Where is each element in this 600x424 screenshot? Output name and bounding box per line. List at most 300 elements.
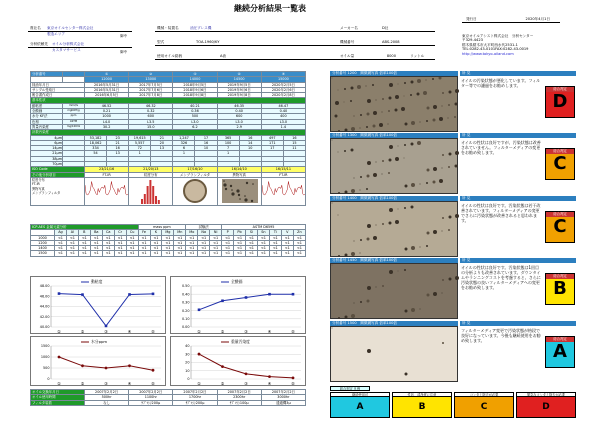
particle-dot [404, 207, 406, 209]
section-header: 計数汚染度 [31, 130, 306, 135]
customer-label: 貴社名 [30, 26, 41, 30]
particle-dot [367, 286, 371, 290]
metals-row: 1200 <1 <1 <1 <1 <1 <1 <1 <1 <1 <1 <1 <1 <1 <1 <1 <1 <1 <1 <1 <1 <1 [31, 240, 306, 245]
particle-dot [449, 278, 452, 281]
particle-dot [411, 205, 414, 208]
particle-dot [376, 100, 377, 101]
legend-grade: B [393, 397, 451, 417]
data-point [58, 356, 61, 359]
oil-change-row: オイル使用時間 500hr 1100hr 1700hr 2300hr 3000hr [31, 395, 306, 400]
panel-note-header: 所 見 [460, 258, 576, 263]
x-tick-label: ④ [267, 329, 272, 334]
particle-dot [449, 153, 452, 156]
oil-change-table [30, 389, 306, 406]
particle-dot [442, 154, 444, 156]
particle-dot [382, 285, 384, 287]
data-point [198, 353, 201, 356]
panel-header: 分析番号 1400 顕微鏡写真 倍率100倍 [330, 196, 458, 201]
particle-dot [338, 130, 340, 132]
particle-dot [382, 174, 383, 175]
y-tick-label: 0.30 [181, 300, 190, 305]
particle-dot [389, 97, 392, 100]
particle-dot [354, 240, 355, 241]
data-point [221, 299, 224, 302]
metals-row: 1500 <1 <1 <1 <1 <1 <1 <1 <1 <1 <1 <1 <1 <1 <1 <1 <1 <1 <1 <1 <1 <1 [31, 251, 306, 256]
grade-value: B [546, 279, 574, 304]
customer-name: 東京オイルセンター株式会社 [47, 26, 94, 30]
date-row: 報告書作成日 2016年6月5日 2017年7月8日 2018年9月8日 2019年9月8日 2020年2月8日 [31, 93, 306, 98]
particle-dot [442, 293, 443, 294]
particle-dot [350, 100, 352, 102]
property-row: 水分 KF法 ppm 1000 600 500 600 400 [31, 114, 306, 119]
particle-dot [398, 146, 399, 147]
x-tick-label: ⑤ [151, 329, 155, 334]
ftir-spectrum-thumb [85, 178, 129, 204]
particle-dot [405, 247, 408, 250]
grade-value: C [546, 154, 574, 179]
issue-date-label: 発行日 [466, 17, 477, 21]
panel-observation: オイルの性状は良好ですが、汚染状態は改善されていません。フィルターメディアの変更をお勧め致します。 [461, 140, 541, 156]
particle-row: 38μm [31, 156, 306, 161]
particle-dot [449, 215, 452, 218]
particle-dot [442, 168, 443, 169]
machine-label: 機械・装置名 [157, 26, 179, 30]
customer-honorific: 御中 [120, 34, 128, 38]
grade-label: 総合判定 [546, 87, 574, 92]
particle-dot [367, 300, 370, 303]
data-point [128, 293, 131, 296]
particle-dot [411, 308, 415, 312]
oil-value: A油 [220, 54, 227, 58]
particle-dot [427, 107, 430, 110]
particle-dot [367, 113, 370, 116]
x-tick-label: ③ [104, 329, 108, 334]
data-point [268, 375, 271, 378]
particle-dot [404, 82, 406, 84]
particle-dot [338, 90, 339, 91]
particle-dot [405, 372, 408, 375]
x-tick-label: ⑤ [151, 381, 155, 386]
machine-name: 油圧プレス機 [190, 26, 212, 30]
particle-dot [395, 109, 398, 112]
particle-dot [455, 103, 458, 106]
particle-dot [351, 189, 355, 193]
particle-dot [338, 192, 340, 194]
particle-dot [332, 78, 333, 79]
particle-dot [404, 144, 406, 146]
panel-header: 分析番号 1500 顕微鏡写真 倍率100倍 [330, 321, 458, 326]
particle-dot [455, 151, 459, 155]
microscope-photo [330, 76, 458, 132]
x-tick-label: ⑤ [291, 381, 295, 386]
particle-dot [366, 86, 367, 87]
analysis-col-header: ⑤ [261, 72, 305, 77]
particle-row: 6μm 18,062 21 5,557 20 326 16 100 14 171 15 [31, 140, 306, 145]
legend-item-text: 継続使用可 [331, 393, 389, 397]
particle-dot [360, 239, 362, 241]
particle-dot [398, 84, 399, 85]
particle-dot [455, 276, 459, 280]
particle-dot [338, 152, 339, 153]
overall-grade-badge [545, 336, 575, 368]
panel-header: 分析番号 1450 顕微鏡写真 倍率100倍 [330, 258, 458, 263]
particle-dot [351, 87, 354, 90]
y-tick-label: 1000 [40, 355, 50, 360]
particle-distribution-thumb [129, 178, 173, 204]
x-tick-label: ② [80, 381, 85, 386]
particle-dot [344, 88, 346, 90]
company-tel: TEL:0282-43-0101FAX:0282-43-0019 [462, 47, 529, 52]
y-tick-label: 30 [185, 352, 190, 357]
particle-dot [427, 169, 430, 172]
grade-value: A [546, 342, 574, 367]
property-row: 全酸価 mgKOH/g 0.21 0.32 0.36 0.40 0.40 [31, 109, 306, 114]
particle-dot [338, 317, 340, 319]
particle-dot [389, 159, 392, 162]
x-tick-label: ④ [127, 329, 132, 334]
metals-title: ICP-AES 金属元素分析 [31, 225, 139, 230]
particle-dot [433, 105, 437, 109]
x-tick-label: ⑤ [291, 329, 295, 334]
data-point [245, 372, 248, 375]
analysis-id: 13000 [129, 77, 173, 82]
y-tick-label: 44.00 [39, 304, 50, 309]
data-point [152, 369, 155, 372]
particle-row: 21μm 54 13 1 1 1 [31, 151, 306, 156]
particle-dot [427, 231, 430, 234]
analysis-col-header: ④ [217, 72, 261, 77]
legend-item-text: 性状、清浄度に注意 [393, 393, 451, 397]
particle-dot [360, 128, 361, 129]
chart-viscosity [30, 276, 166, 334]
particle-dot [366, 126, 368, 128]
company-block [462, 34, 572, 56]
y-tick-label: 40 [185, 344, 190, 349]
particle-dot [395, 157, 399, 161]
data-point [105, 325, 108, 328]
company-url: http://www.tokyo-oiland.com [462, 51, 514, 56]
grade-label: 総合判定 [546, 149, 574, 154]
analysis-panel [330, 196, 576, 258]
analysis-panel [330, 321, 576, 383]
particle-dot [426, 80, 427, 81]
data-point [105, 367, 108, 370]
x-tick-label: ① [197, 381, 201, 386]
x-tick-label: ④ [267, 381, 272, 386]
particle-dot [433, 292, 437, 296]
foreign-particle-photo-thumb [218, 178, 262, 204]
qty-label: オイル量 [340, 54, 355, 58]
particle-dot [455, 89, 459, 93]
particle-dot [389, 208, 393, 212]
particle-dot [398, 208, 399, 209]
panel-header: 分析番号 1200 顕微鏡写真 倍率100倍 [330, 71, 458, 76]
company-name: 東京オイルアシスト株式会社 分析センター [462, 34, 534, 38]
particle-dot [448, 229, 450, 231]
particle-dot [411, 183, 415, 187]
particle-dot [433, 119, 436, 122]
legend-grade: C [455, 397, 513, 417]
particle-dot [351, 127, 355, 131]
ftir-spectrum-thumb [262, 178, 306, 204]
serial-value: ABS-2008 [382, 40, 400, 44]
particle-dot [417, 79, 421, 83]
particle-dot [367, 237, 370, 240]
particle-dot [367, 161, 371, 165]
data-point [292, 376, 295, 379]
other-visual-row: 粒度分布 FT-IR 異物写真 メンブランフィルタ [31, 177, 306, 205]
particle-dot [439, 117, 443, 121]
particle-dot [433, 167, 437, 171]
legend-item [516, 392, 576, 418]
particle-dot [379, 123, 383, 127]
particle-dot [417, 141, 421, 145]
grade-value: C [546, 217, 574, 242]
iso-row: ISO Code 23/21/16 21/20/13 17/16/10 16/14/10 16/15/11 [31, 167, 306, 172]
analysis-id: 14000 [173, 77, 217, 82]
panel-note-header: 所 見 [460, 196, 576, 201]
y-tick-label: 20 [185, 360, 190, 365]
particle-dot [432, 78, 434, 80]
particle-dot [404, 96, 405, 97]
other-row: その他分析項目 FT-IR 粒度分布 メンブランフィルタ 異物写真 FT-IR [31, 172, 306, 177]
x-tick-label: ② [220, 381, 225, 386]
legend-label: 水分ppm [91, 339, 108, 345]
y-tick-label: 10 [185, 368, 190, 373]
particle-dot [335, 101, 339, 105]
oil-change-row: オイル交換年月日 2007年2月2日 2007年2月2日 2007年2月2日 2007年2月2日 2007年2月2日 [31, 390, 306, 395]
analysis-panels [330, 71, 576, 383]
analysis-id: 12000 [85, 77, 129, 82]
particle-dot [354, 303, 355, 304]
particle-dot [360, 114, 362, 116]
particle-dot [382, 98, 384, 100]
x-tick-label: ③ [104, 381, 108, 386]
particle-dot [401, 107, 405, 111]
oil-label: 使用オイル銘柄 [157, 54, 182, 58]
particle-dot [442, 106, 443, 107]
y-tick-label: 42.00 [39, 314, 50, 319]
panel-header: 分析番号 1300 顕微鏡写真 倍率100倍 [330, 133, 458, 138]
panel-note-header: 所 見 [460, 321, 576, 326]
analysis-panel [330, 71, 576, 133]
particle-dot [395, 95, 399, 99]
particle-row: 14μm 334 16 72 13 6 10 7 10 17 11 [31, 146, 306, 151]
particle-dot [376, 162, 377, 163]
y-tick-label: 0.10 [181, 317, 190, 321]
membrane-filter-thumb [173, 178, 217, 204]
legend-title: 総合判定 凡例 [330, 386, 370, 391]
particle-dot [439, 77, 442, 80]
particle-dot [420, 184, 421, 185]
particle-dot [351, 252, 355, 256]
y-tick-label: 48.00 [39, 284, 50, 289]
particle-dot [366, 188, 368, 190]
microscope-photo [330, 326, 458, 382]
particle-dot [439, 179, 443, 183]
particle-dot [405, 123, 408, 126]
particle-dot [427, 294, 430, 297]
particle-dot [442, 230, 443, 231]
legend-grade: A [331, 397, 389, 417]
x-tick-label: ③ [244, 381, 248, 386]
microscope-photo [330, 263, 458, 319]
particle-dot [360, 190, 361, 191]
particle-dot [426, 182, 428, 184]
agent-honorific: 御中 [120, 50, 128, 54]
particle-dot [433, 181, 436, 184]
particle-dot [388, 124, 389, 125]
legend-label: 重量汚染度 [231, 339, 250, 345]
chart-acid-number [170, 276, 306, 334]
customer-dept: 製造エリア [47, 32, 65, 36]
chart-weight-contamination [170, 336, 306, 386]
panel-observation: フィルターメディア変更で汚染状態が格段で良好になっています。今後も継続使用をお勧め致します。 [461, 327, 541, 343]
particle-dot [420, 309, 421, 310]
serial-label: 機械番号 [340, 40, 355, 44]
particle-dot [410, 94, 412, 96]
particle-dot [389, 270, 393, 274]
particle-dot [345, 316, 348, 319]
x-tick-label: ① [57, 329, 61, 334]
legend-grade: D [517, 397, 575, 417]
particle-dot [388, 110, 390, 112]
legend-label: 全酸価 [231, 279, 243, 285]
section-header: 基本性状 [31, 98, 306, 103]
data-point [128, 364, 131, 367]
grade-label: 総合判定 [546, 337, 574, 342]
analysis-col-header-row: 分析番号 ① ② ③ ④ ⑤ [31, 72, 306, 77]
y-tick-label: 40.00 [39, 325, 50, 330]
y-tick-label: 0.50 [181, 284, 190, 289]
particle-dot [389, 83, 393, 87]
legend-item-text: 緊急なコンタミ除去が必要 [517, 393, 575, 397]
particle-dot [344, 150, 346, 152]
x-tick-label: ① [57, 381, 61, 386]
x-tick-label: ① [197, 329, 201, 334]
particle-dot [367, 349, 371, 353]
qty-unit: リットル [410, 54, 425, 58]
grade-value: D [546, 92, 574, 117]
panel-observation: オイルの性状は良好です。汚染状態は1回目の分析よりも改善されています。ダウンタイムやランニングコストを考慮すると、さらに汚染状態の良いフィルターメディアへの変更をお勧め致します。 [461, 265, 541, 291]
particle-dot [448, 166, 450, 168]
model-label: 型式 [157, 40, 165, 44]
particle-dot [420, 122, 421, 123]
particle-dot [417, 93, 420, 96]
y-tick-label: 0.20 [181, 308, 190, 313]
data-point [81, 364, 84, 367]
property-row: 色相 ASTM L4.0 L3.5 L3.0 L3.0 L3.0 [31, 119, 306, 124]
particle-dot [367, 224, 371, 228]
particle-dot [455, 165, 458, 168]
analysis-col-header: ② [129, 72, 173, 77]
particle-dot [382, 223, 384, 225]
particle-dot [411, 121, 415, 125]
analysis-id: 14500 [217, 77, 261, 82]
overall-grade-badge [545, 273, 575, 305]
x-tick-label: ② [220, 329, 225, 334]
analysis-panel [330, 133, 576, 195]
metals-element-row: Ag Al B Ba Ca Cr Cu Fe K Mg Mn Mo Na Ni P Pb Si Sn Ti V Zn [31, 230, 306, 235]
overall-grade-badge [545, 148, 575, 180]
analysis-col-header: ③ [173, 72, 217, 77]
particle-dot [411, 81, 414, 84]
particle-dot [373, 111, 377, 115]
particle-dot [389, 221, 392, 224]
particle-dot [345, 191, 348, 194]
particle-row: 4μm 53,182 23 19,615 21 1,247 17 365 16 497 16 [31, 135, 306, 140]
data-point [152, 293, 155, 296]
y-tick-label: 0 [187, 377, 190, 382]
analysis-table [30, 71, 306, 206]
particle-dot [442, 92, 444, 94]
particle-dot [411, 246, 415, 250]
particle-dot [420, 246, 421, 247]
oil-change-row: フィルタ装着 なし ｻﾌﾞﾏｼﾝ200μ ｻﾌﾞﾏｼﾝ200μ ｻﾌﾞﾏｼﾝ100μ 通過機3μ [31, 400, 306, 405]
chart-water [30, 336, 166, 386]
metals-row: 1000 <1 <1 <1 <1 <1 <1 <1 <1 <1 <1 <1 <1 <1 <1 <1 <1 <1 <1 <1 <1 <1 [31, 235, 306, 240]
particle-dot [335, 115, 338, 118]
particle-dot [448, 118, 449, 119]
particle-dot [442, 217, 444, 219]
data-point [58, 292, 61, 295]
particle-dot [354, 178, 355, 179]
particle-dot [332, 265, 333, 266]
x-tick-label: ② [80, 329, 85, 334]
data-point [268, 293, 271, 296]
particle-dot [442, 279, 444, 281]
particle-dot [405, 310, 408, 313]
model-value: TOA-1960/KY [196, 40, 220, 44]
qty-value: 8000 [386, 54, 396, 58]
particle-dot [426, 120, 428, 122]
property-row: 動粘度 mm2/s 46.52 46.32 40.21 46.35 46.47 [31, 103, 306, 108]
microscope-photo [330, 201, 458, 257]
particle-dot [404, 158, 405, 159]
particle-dot [332, 327, 333, 328]
particle-dot [351, 149, 354, 152]
legend-item [330, 392, 390, 418]
legend-item [392, 392, 452, 418]
particle-dot [449, 91, 452, 94]
particle-dot [345, 253, 348, 256]
microscope-photo [330, 138, 458, 194]
data-point [245, 296, 248, 299]
analysis-panel [330, 258, 576, 320]
particle-dot [367, 175, 370, 178]
maker-name: D社 [382, 26, 389, 30]
particle-row: 70μm [31, 162, 306, 167]
particle-dot [357, 85, 361, 89]
x-tick-label: ③ [244, 329, 248, 334]
company-zip: 〒329-4423 [462, 38, 483, 43]
particle-dot [448, 104, 450, 106]
data-point [198, 308, 201, 311]
data-point [221, 365, 224, 368]
particle-dot [442, 342, 444, 344]
property-row: 質量汚染度 mg/100ml 30.2 15.0 6.2 2.9 1.4 [31, 124, 306, 129]
analysis-col-header: ① [85, 72, 129, 77]
panel-note-header: 所 見 [460, 71, 576, 76]
particle-dot [388, 172, 390, 174]
agent-name: オイル分析株式会社 [52, 42, 85, 46]
legend [330, 386, 576, 420]
particle-dot [376, 287, 377, 288]
particle-dot [373, 173, 377, 177]
particle-dot [389, 145, 393, 149]
analysis-id: 15000 [261, 77, 305, 82]
particle-dot [332, 202, 333, 203]
